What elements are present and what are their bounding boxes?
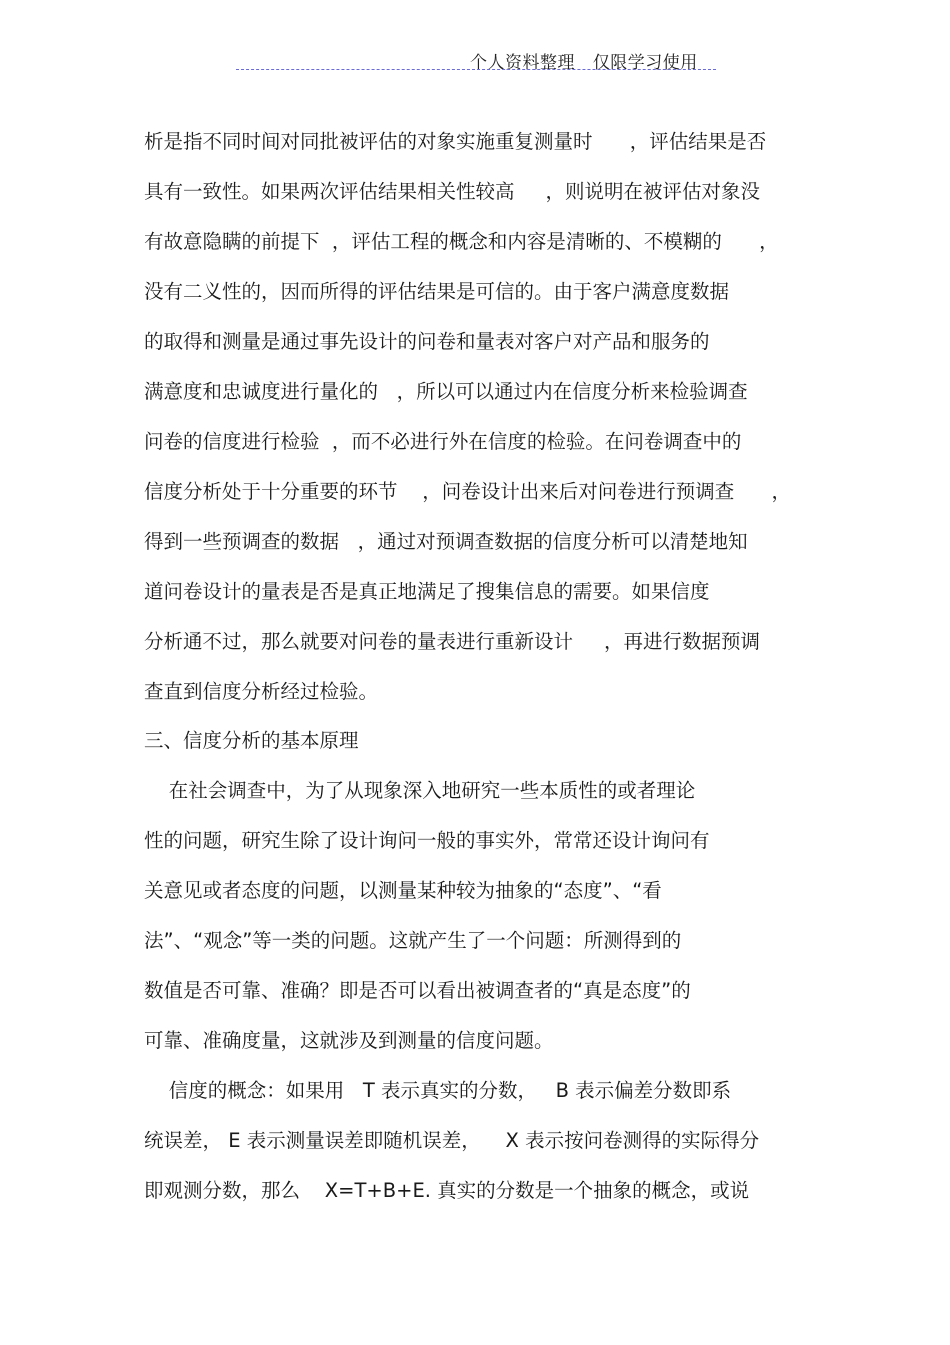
- text-line: 统误差， E 表示测量误差即随机误差， X 表示按问卷测得的实际得分: [144, 1129, 760, 1152]
- text-line: 得到一些预调查的数据 ，通过对预调查数据的信度分析可以清楚地知: [144, 530, 748, 553]
- text-line: 在社会调查中，为了从现象深入地研究一些本质性的或者理论: [144, 779, 696, 802]
- text-line: 关意见或者态度的问题，以测量某种较为抽象的“态度”、“看: [144, 879, 662, 902]
- text-line: 信度分析处于十分重要的环节 ，问卷设计出来后对问卷进行预调查 ，: [144, 480, 791, 503]
- text-line: 问卷的信度进行检验 ，而不必进行外在信度的检验。在问卷调查中的: [144, 430, 742, 453]
- text-line: 有故意隐瞒的前提下 ，评估工程的概念和内容是清晰的、不模糊的 ，: [144, 230, 779, 253]
- header-rule: [236, 69, 716, 70]
- text-line: 析是指不同时间对同批被评估的对象实施重复测量时 ，评估结果是否: [144, 130, 767, 153]
- text-line: 满意度和忠诚度进行量化的 ，所以可以通过内在信度分析来检验调查: [144, 380, 748, 403]
- text-line: 的取得和测量是通过事先设计的问卷和量表对客户对产品和服务的: [144, 330, 710, 353]
- text-line: 道问卷设计的量表是否是真正地满足了搜集信息的需要。如果信度: [144, 580, 710, 603]
- page-header: 个人资料整理 仅限学习使用: [470, 53, 698, 73]
- text-line: 分析通不过，那么就要对问卷的量表进行重新设计 ，再进行数据预调: [144, 630, 760, 653]
- text-line: 具有一致性。如果两次评估结果相关性较高 ，则说明在被评估对象没: [144, 180, 760, 203]
- text-line: 没有二义性的，因而所得的评估结果是可信的。由于客户满意度数据: [144, 280, 730, 303]
- text-line: 数值是否可靠、准确？即是否可以看出被调查者的“真是态度”的: [144, 979, 691, 1002]
- text-line: 法”、“观念”等一类的问题。这就产生了一个问题：所测得到的: [144, 929, 682, 952]
- text-line: 性的问题，研究生除了设计询问一般的事实外，常常还设计询问有: [144, 829, 710, 852]
- text-line: 查直到信度分析经过检验。: [144, 680, 379, 703]
- text-line: 即观测分数，那么 X=T+B+E. 真实的分数是一个抽象的概念，或说: [144, 1179, 750, 1202]
- section-heading: 三、信度分析的基本原理: [144, 729, 359, 752]
- text-line: 信度的概念：如果用 T 表示真实的分数， B 表示偏差分数即系: [144, 1079, 732, 1102]
- text-line: 可靠、准确度量，这就涉及到测量的信度问题。: [144, 1029, 554, 1052]
